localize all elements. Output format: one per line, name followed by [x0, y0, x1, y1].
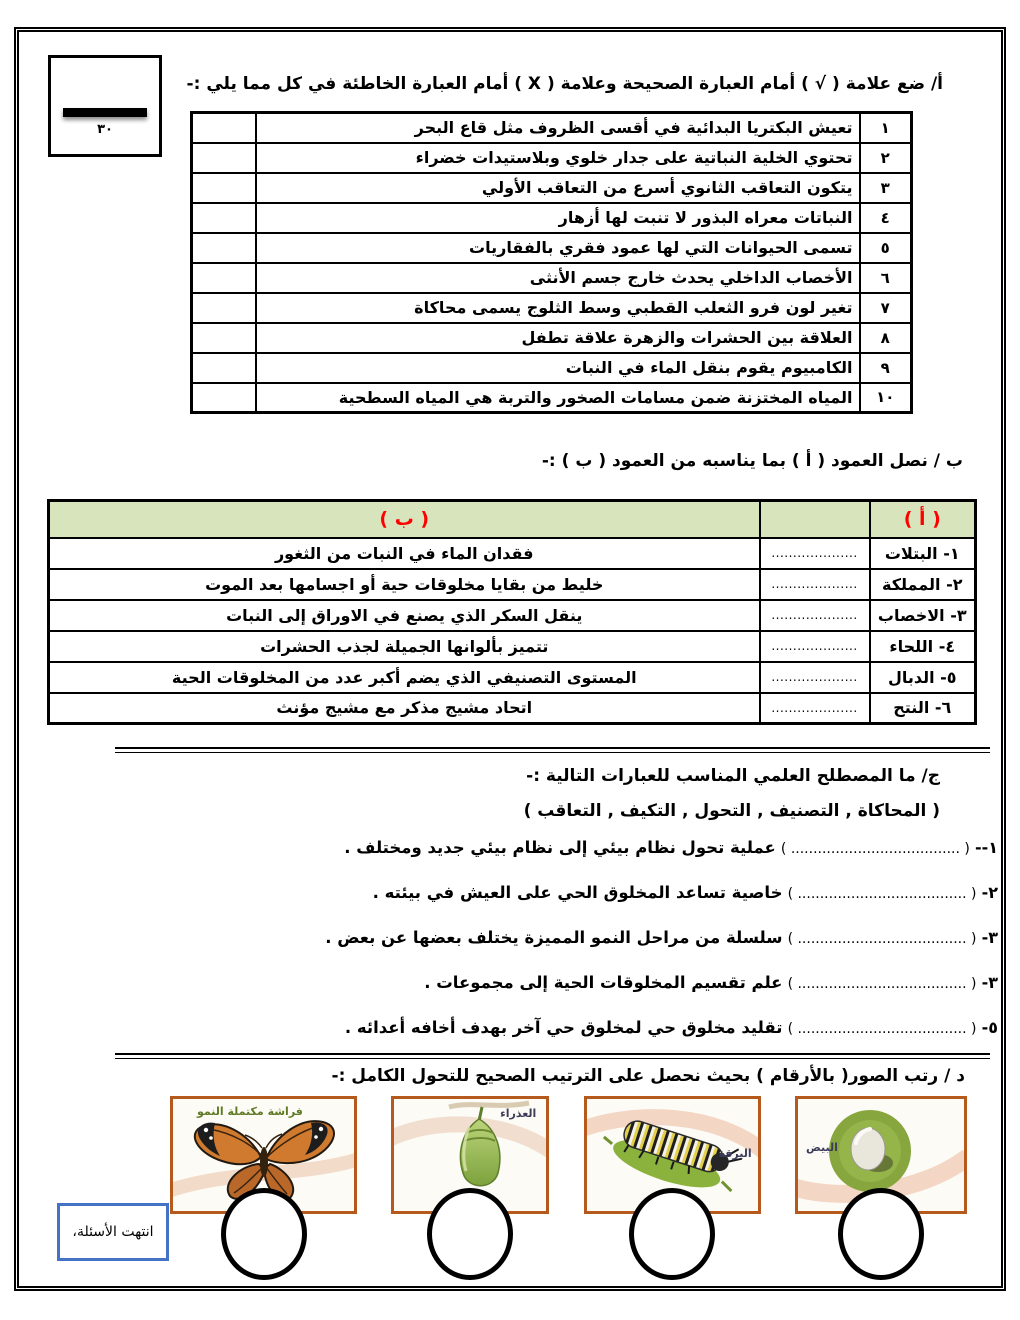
term-text: علم تقسيم المخلوقات الحية إلى مجموعات . [424, 973, 783, 992]
tf-row [192, 173, 912, 203]
tf-answer-cell[interactable] [192, 203, 256, 233]
tf-statement: الكامبيوم يقوم بنقل الماء في النبات [256, 353, 860, 383]
match-b-cell: خليط من بقايا مخلوقات حية أو اجسامها بعد الموت [49, 569, 760, 600]
match-b-cell: ينقل السكر الذي يصنع في الاوراق إلى النبات [49, 600, 760, 631]
match-a-cell: ٢- المملكة [870, 569, 976, 600]
tf-row [192, 203, 912, 233]
match-b-cell: تتميز بألوانها الجميلة لجذب الحشرات [49, 631, 760, 662]
term-item [40, 883, 998, 928]
tf-statement: العلاقة بين الحشرات والزهرة علاقة تطفل [256, 323, 860, 353]
tf-answer-cell[interactable] [192, 383, 256, 413]
match-row [49, 662, 976, 693]
tf-row-number: ٦ [860, 263, 912, 293]
match-b-cell: فقدان الماء في النبات من الثغور [49, 538, 760, 569]
term-blank[interactable]: ( ...................................... ) [780, 841, 970, 857]
order-circle-butterfly[interactable] [221, 1188, 307, 1280]
match-row [49, 569, 976, 600]
tf-statement: المياه المختزنة ضمن مسامات الصخور والتربة هي المياه السطحية [256, 383, 860, 413]
order-circle-chrysalis[interactable] [427, 1188, 513, 1280]
order-circle-caterpillar[interactable] [629, 1188, 715, 1280]
section-divider [115, 1053, 990, 1059]
term-text: عملية تحول نظام بيئي إلى نظام بيئي جديد ومختلف . [344, 838, 776, 857]
tf-statement: الأخصاب الداخلي يحدث خارج جسم الأنثى [256, 263, 860, 293]
term-blank[interactable]: ( ...................................... ) [787, 1021, 977, 1037]
match-a-cell: ٥- الدبال [870, 662, 976, 693]
match-dots-cell[interactable]: .................... [760, 600, 870, 631]
section-b-title: ب / نصل العمود ( أ ) بما يناسبه من العمود ( ب ) :- [541, 451, 963, 471]
tf-row [192, 113, 912, 143]
term-number: ٥- [981, 1018, 998, 1037]
match-row [49, 631, 976, 662]
term-list [40, 838, 998, 1063]
answer-column-header [760, 501, 870, 538]
section-divider [115, 747, 990, 753]
match-a-cell: ٤- اللحاء [870, 631, 976, 662]
term-number: ١-- [974, 838, 998, 857]
tf-statement: النباتات معراه البذور لا تنبت لها أزهار [256, 203, 860, 233]
tf-row-number: ٧ [860, 293, 912, 323]
column-b-header: ( ب ) [49, 501, 760, 538]
tf-row-number: ٣ [860, 173, 912, 203]
match-row [49, 693, 976, 724]
match-row [49, 600, 976, 631]
order-circles-row [170, 1188, 967, 1280]
match-row [49, 538, 976, 569]
match-dots-cell[interactable]: .................... [760, 538, 870, 569]
tf-row [192, 293, 912, 323]
tf-row-number: ٤ [860, 203, 912, 233]
term-text: تقليد مخلوق حي لمخلوق حي آخر بهدف أخافه أعدائه . [344, 1018, 783, 1037]
tf-answer-cell[interactable] [192, 353, 256, 383]
tf-row [192, 233, 912, 263]
term-number: ٣- [981, 973, 998, 992]
match-a-cell: ١- البتلات [870, 538, 976, 569]
match-a-cell: ٣- الاخصاب [870, 600, 976, 631]
match-dots-cell[interactable]: .................... [760, 662, 870, 693]
tf-row [192, 323, 912, 353]
tf-answer-cell[interactable] [192, 143, 256, 173]
word-bank: ( المحاكاة , التصنيف , التحول , التكيف , التعاقب ) [523, 801, 940, 821]
score-line [63, 108, 147, 117]
match-a-cell: ٦- النتح [870, 693, 976, 724]
tf-answer-cell[interactable] [192, 113, 256, 143]
match-b-cell: اتحاد مشيج مذكر مع مشيج مؤنث [49, 693, 760, 724]
section-c-title: ج/ ما المصطلح العلمي المناسب للعبارات التالية :- [526, 766, 940, 786]
tf-answer-cell[interactable] [192, 323, 256, 353]
order-circle-eggs[interactable] [838, 1188, 924, 1280]
score-value: ٣٠ [97, 122, 113, 137]
tf-answer-cell[interactable] [192, 233, 256, 263]
photo-label: العذراء [500, 1107, 537, 1120]
tf-statement: يتكون التعاقب الثانوي أسرع من التعاقب الأولي [256, 173, 860, 203]
tf-answer-cell[interactable] [192, 173, 256, 203]
photo-label: اليرقة [718, 1147, 752, 1160]
tf-answer-cell[interactable] [192, 263, 256, 293]
score-box [48, 55, 162, 157]
term-item [40, 973, 998, 1018]
term-text: سلسلة من مراحل النمو المميزة يختلف بعضها عن بعض . [325, 928, 783, 947]
end-note: انتهت الأسئلة، [57, 1203, 169, 1261]
tf-row-number: ٢ [860, 143, 912, 173]
tf-row [192, 143, 912, 173]
column-a-header: ( أ ) [870, 501, 976, 538]
term-text: خاصية تساعد المخلوق الحي على العيش في بيئته . [372, 883, 783, 902]
term-item [40, 838, 998, 883]
tf-row [192, 263, 912, 293]
tf-row-number: ١ [860, 113, 912, 143]
photo-label: البيض [806, 1141, 838, 1154]
tf-statement: تعيش البكتريا البدائية في أقسى الظروف مثل قاع البحر [256, 113, 860, 143]
section-a-title: أ/ ضع علامة ( √ ) أمام العبارة الصحيحة وعلامة ( X ) أمام العبارة الخاطئة في كل مما يلي :- [186, 74, 943, 94]
tf-answer-cell[interactable] [192, 293, 256, 323]
match-dots-cell[interactable]: .................... [760, 631, 870, 662]
match-dots-cell[interactable]: .................... [760, 693, 870, 724]
tf-row-number: ٩ [860, 353, 912, 383]
match-dots-cell[interactable]: .................... [760, 569, 870, 600]
tf-statement: تحتوي الخلية النباتية على جدار خلوي وبلاستيدات خضراء [256, 143, 860, 173]
term-number: ٢- [981, 883, 998, 902]
term-number: ٣- [981, 928, 998, 947]
tf-statement: تسمى الحيوانات التي لها عمود فقري بالفقاريات [256, 233, 860, 263]
matching-table [47, 499, 977, 725]
tf-row [192, 353, 912, 383]
matching-table-header [49, 501, 976, 538]
tf-row [192, 383, 912, 413]
tf-statement: تغير لون فرو الثعلب القطبي وسط الثلوج يسمى محاكاة [256, 293, 860, 323]
term-blank[interactable]: ( ...................................... ) [787, 976, 977, 992]
term-blank[interactable]: ( ...................................... ) [787, 886, 977, 902]
photo-label: فراشة مكتملة النمو [197, 1105, 303, 1118]
tf-row-number: ٨ [860, 323, 912, 353]
tf-row-number: ١٠ [860, 383, 912, 413]
term-item [40, 928, 998, 973]
true-false-table [190, 111, 913, 414]
term-blank[interactable]: ( ...................................... ) [787, 931, 977, 947]
section-d-title: د / رتب الصور( بالأرقام ) بحيث نحصل على الترتيب الصحيح للتحول الكامل :- [331, 1066, 965, 1086]
tf-row-number: ٥ [860, 233, 912, 263]
match-b-cell: المستوى التصنيفي الذي يضم أكبر عدد من المخلوقات الحية [49, 662, 760, 693]
